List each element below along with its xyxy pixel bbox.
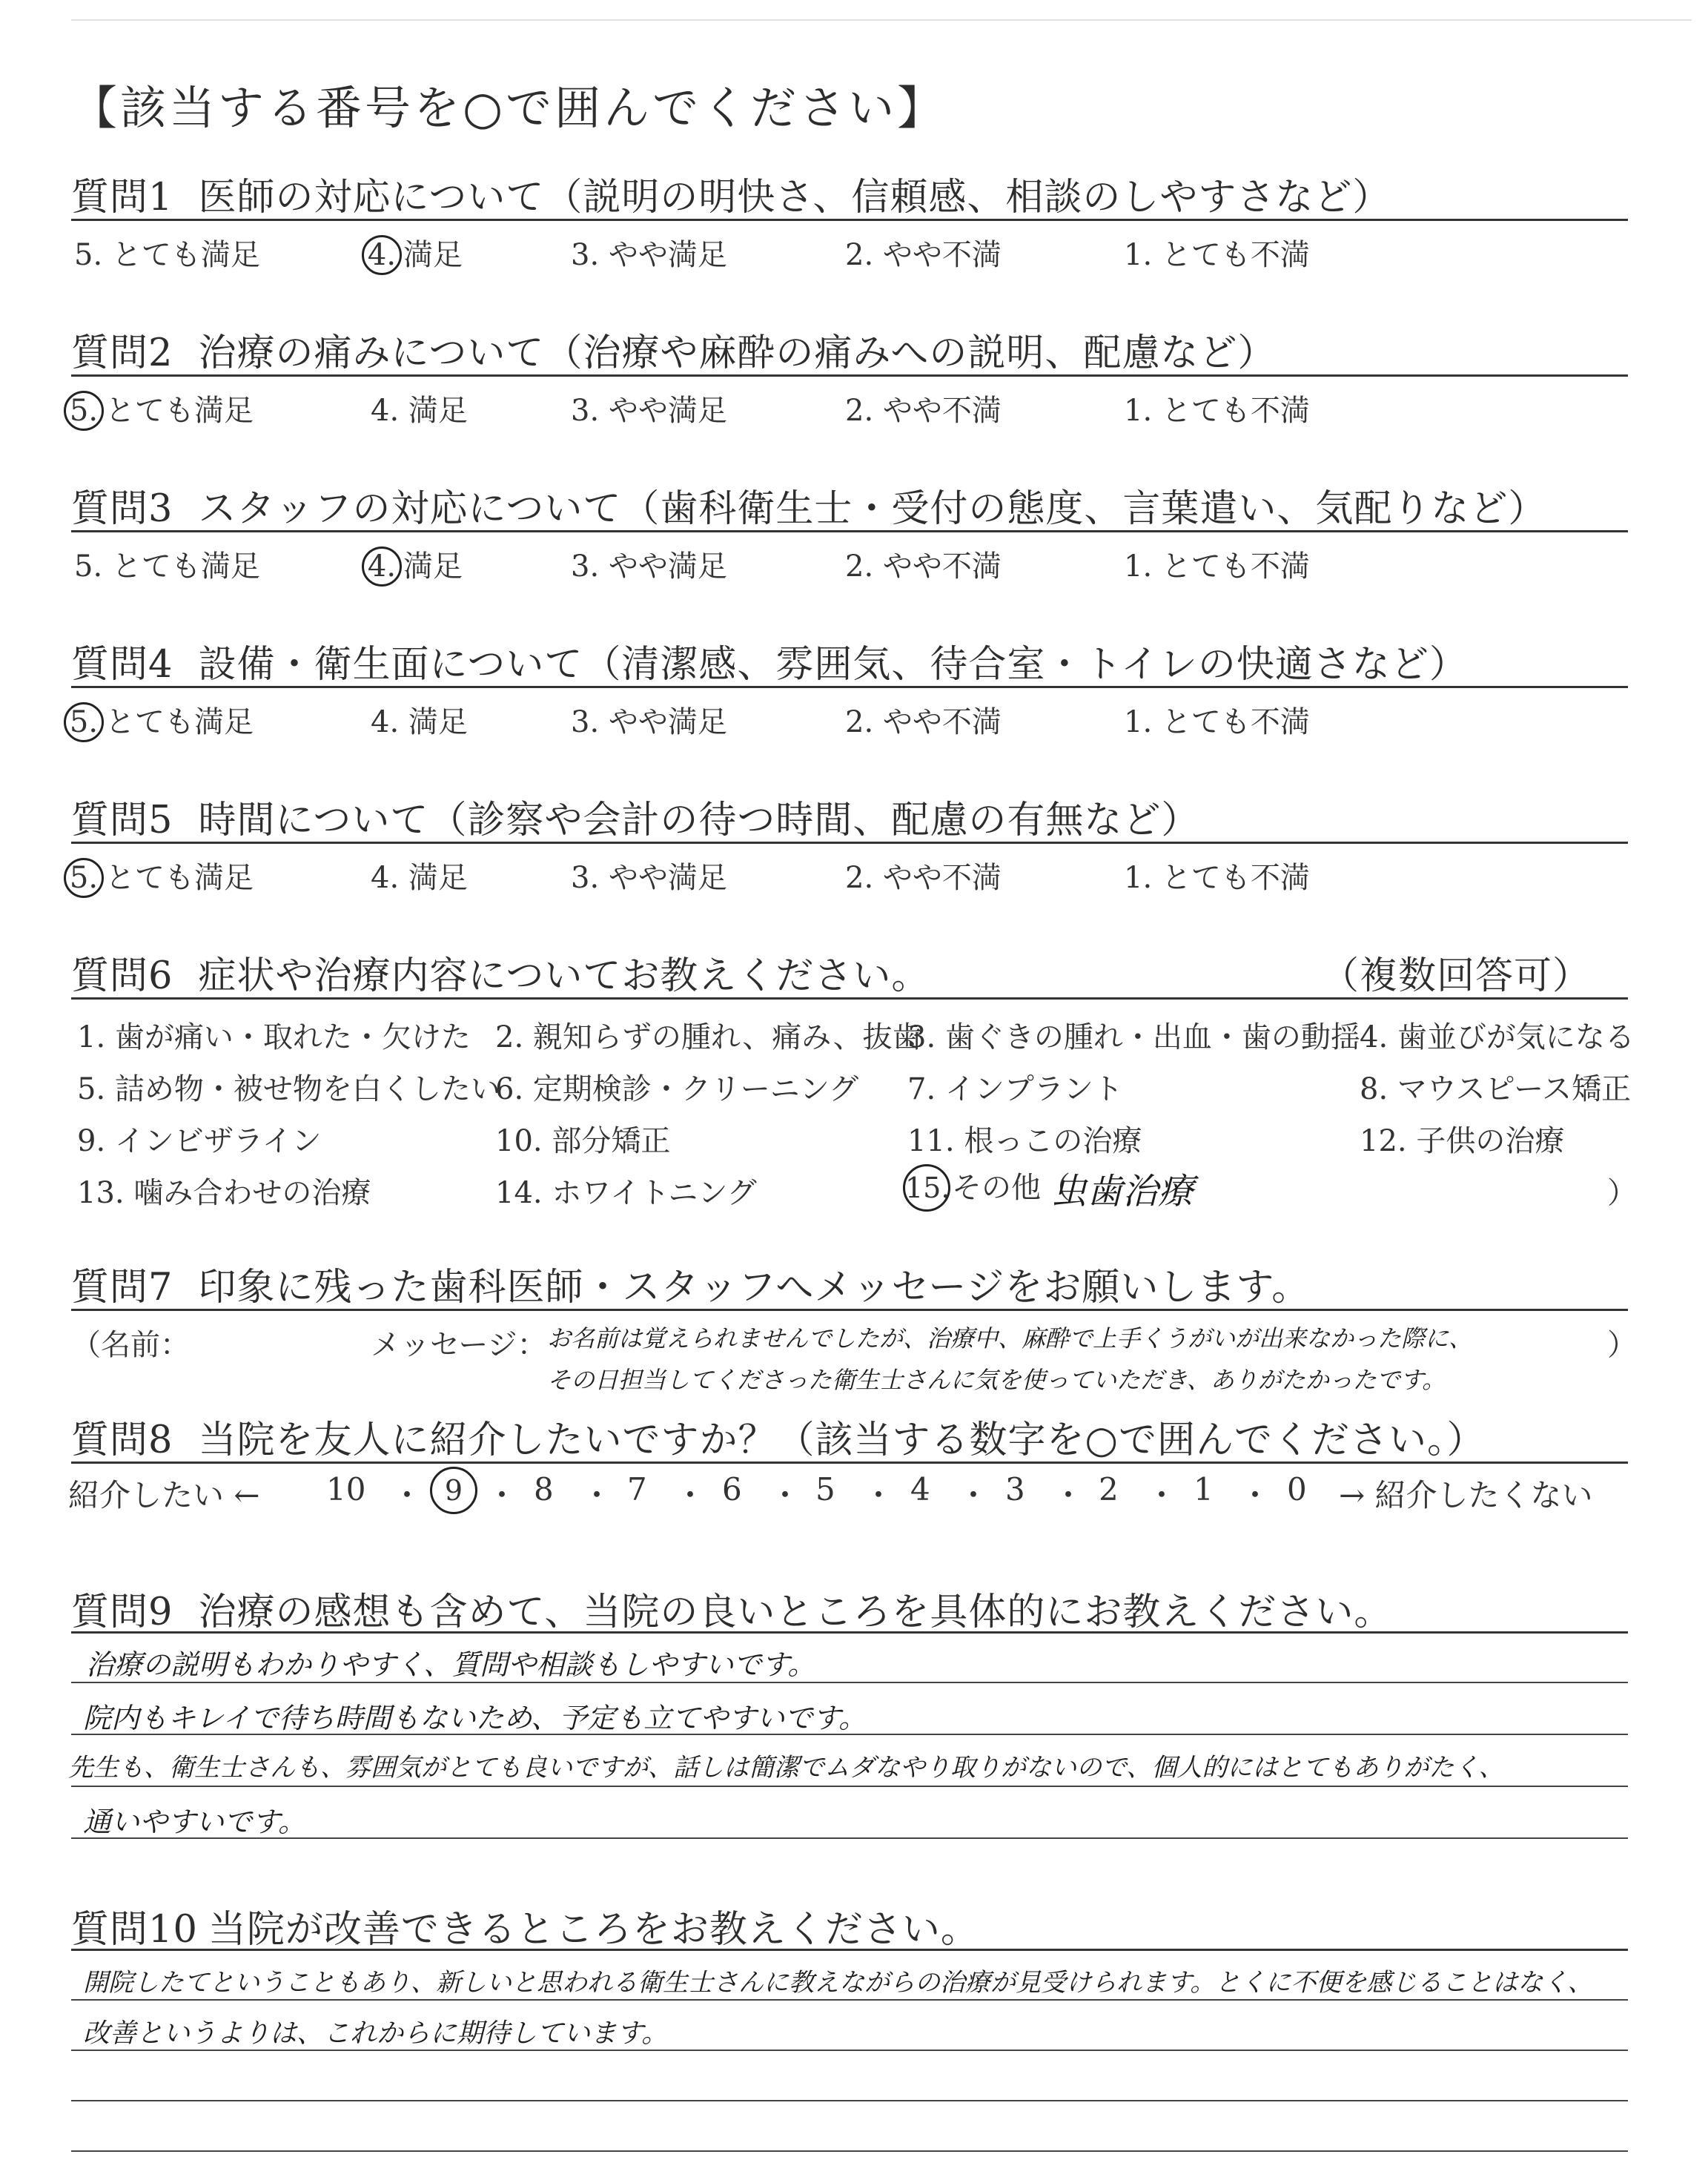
q1-option-4-selected[interactable]: 4. 満足: [362, 231, 463, 275]
recommend-right-label: → 紹介したくない: [1339, 1477, 1593, 1513]
scale-dot: ・: [581, 1477, 613, 1513]
top-border: [71, 19, 1692, 21]
answer-line: [71, 2050, 1628, 2051]
scale-4[interactable]: 4: [910, 1471, 930, 1507]
q5-option-5-selected[interactable]: 5. とても満足: [64, 854, 254, 898]
q6-option-6[interactable]: 6. 定期検診・クリーニング: [495, 1072, 859, 1106]
scale-dot: ・: [486, 1477, 518, 1513]
question-10-title: 質問10 当院が改善できるところをお教えください。: [71, 1908, 979, 1952]
selection-circle: 5.: [64, 391, 104, 431]
q2-option-2[interactable]: 2. やや不満: [845, 394, 1002, 428]
selection-circle: 15.: [903, 1164, 950, 1212]
answer-line: [71, 1837, 1628, 1839]
scale-7[interactable]: 7: [627, 1471, 647, 1507]
scale-8[interactable]: 8: [534, 1471, 554, 1507]
q6-option-4[interactable]: 4. 歯並びが気になる: [1360, 1020, 1635, 1054]
q9-handwritten-line-1: 治療の説明もわかりやすく、質問や相談もしやすいです。: [86, 1648, 816, 1681]
scale-10[interactable]: 10: [326, 1471, 366, 1507]
scale-dot: ・: [675, 1477, 706, 1513]
q6-option-13[interactable]: 13. 噛み合わせの治療: [77, 1176, 371, 1210]
q6-option-2[interactable]: 2. 親知らずの腫れ、痛み、抜歯: [495, 1020, 922, 1054]
q4-option-4[interactable]: 4. 満足: [371, 705, 468, 739]
q5-option-4[interactable]: 4. 満足: [371, 861, 468, 895]
q1-option-5[interactable]: 5. とても満足: [74, 238, 260, 272]
q5-option-2[interactable]: 2. やや不満: [845, 861, 1002, 895]
selection-circle: 4.: [362, 235, 402, 275]
question-5-rule: [71, 842, 1628, 844]
q1-option-3[interactable]: 3. やや満足: [571, 238, 727, 272]
message-label: メッセージ：: [371, 1328, 547, 1362]
question-3-title: 質問3 スタッフの対応について（歯科衛生士・受付の態度、言葉遣い、気配りなど）: [71, 487, 1547, 531]
scale-dot: ・: [391, 1477, 423, 1513]
q2-option-1[interactable]: 1. とても不満: [1124, 394, 1310, 428]
question-2-rule: [71, 374, 1628, 377]
question-7-rule: [71, 1309, 1628, 1311]
question-6-title: 質問6 症状や治療内容についてお教えください。 （複数回答可）: [71, 945, 1591, 1000]
q6-option-8[interactable]: 8. マウスピース矯正: [1360, 1072, 1632, 1106]
scale-9-selected[interactable]: [430, 1467, 479, 1514]
q6-option-10[interactable]: 10. 部分矯正: [495, 1124, 671, 1158]
q4-option-2[interactable]: 2. やや不満: [845, 705, 1002, 739]
question-1-title: 質問1 医師の対応について（説明の明快さ、信頼感、相談のしやすさなど）: [71, 176, 1391, 219]
q5-option-1[interactable]: 1. とても不満: [1124, 861, 1310, 895]
question-4-title: 質問4 設備・衛生面について（清潔感、雰囲気、待合室・トイレの快適さなど）: [71, 643, 1468, 687]
selection-circle: 5.: [64, 702, 104, 742]
q4-option-1[interactable]: 1. とても不満: [1124, 705, 1310, 739]
answer-line: [71, 1999, 1628, 2001]
q3-option-5[interactable]: 5. とても満足: [74, 549, 260, 584]
q6-other-close-paren: ）: [1607, 1176, 1637, 1210]
question-8-rule: [71, 1462, 1628, 1464]
message-handwritten-line-1: お名前は覚えられませんでしたが、治療中、麻酔で上手くうがいが出来なかった際に、: [547, 1324, 1473, 1353]
scale-dot: ・: [863, 1477, 895, 1513]
selection-circle: 4.: [362, 546, 402, 587]
q9-handwritten-line-2: 院内もキレイで待ち時間もないため、予定も立てやすいです。: [83, 1702, 867, 1734]
question-6-rule: [71, 997, 1628, 1000]
q6-option-7[interactable]: 7. インプラント: [907, 1072, 1123, 1106]
question-9-rule: [71, 1631, 1628, 1634]
question-9-title: 質問9 治療の感想も含めて、当院の良いところを具体的にお教えください。: [71, 1591, 1393, 1634]
answer-line: [71, 2150, 1628, 2152]
message-handwritten-line-2: その日担当してくださった衛生士さんに気を使っていただき、ありがたかったです。: [547, 1366, 1446, 1394]
scale-1[interactable]: 1: [1194, 1471, 1214, 1507]
question-5-title: 質問5 時間について（診察や会計の待つ時間、配慮の有無など）: [71, 799, 1200, 842]
q2-option-3[interactable]: 3. やや満足: [571, 394, 727, 428]
multiple-answer-note: （複数回答可）: [1320, 954, 1591, 998]
q3-option-4-selected[interactable]: 4. 満足: [362, 543, 463, 587]
recommend-left-label: 紹介したい ←: [68, 1477, 260, 1513]
q6-option-11[interactable]: 11. 根っこの治療: [907, 1124, 1142, 1158]
answer-line: [71, 2100, 1628, 2101]
q2-option-5-selected[interactable]: 5. とても満足: [64, 387, 254, 431]
q6-option-14[interactable]: 14. ホワイトニング: [495, 1176, 757, 1210]
scale-dot: ・: [769, 1477, 801, 1513]
question-3-rule: [71, 530, 1628, 532]
answer-line: [71, 1786, 1628, 1787]
page-heading: 【該当する番号を○で囲んでください】: [71, 81, 947, 135]
selection-circle: 9: [430, 1467, 477, 1514]
q10-handwritten-line-2: 改善というよりは、これからに期待しています。: [83, 2018, 669, 2049]
question-1-rule: [71, 219, 1628, 221]
q9-handwritten-line-4: 通いやすいです。: [83, 1806, 306, 1838]
scale-3[interactable]: 3: [1005, 1471, 1025, 1507]
q4-option-3[interactable]: 3. やや満足: [571, 705, 727, 739]
question-4-rule: [71, 686, 1628, 688]
q6-other-handwritten-answer[interactable]: 虫歯治療: [1051, 1171, 1194, 1212]
q6-option-5[interactable]: 5. 詰め物・被せ物を白くしたい: [77, 1072, 500, 1106]
q6-option-15-selected[interactable]: 15.その他（: [903, 1164, 1070, 1212]
selection-circle: 5.: [64, 858, 104, 898]
question-10-rule: [71, 1949, 1628, 1951]
name-label: （名前：: [71, 1328, 190, 1362]
question-8-title: 質問8 当院を友人に紹介したいですか？（該当する数字を○で囲んでください。）: [71, 1418, 1486, 1462]
scale-2[interactable]: 2: [1099, 1471, 1119, 1507]
q6-option-12[interactable]: 12. 子供の治療: [1360, 1124, 1565, 1158]
q6-option-1[interactable]: 1. 歯が痛い・取れた・欠けた: [77, 1020, 471, 1054]
q6-option-9[interactable]: 9. インビザライン: [77, 1124, 322, 1158]
scale-6[interactable]: 6: [722, 1471, 742, 1507]
question-7-title: 質問7 印象に残った歯科医師・スタッフへメッセージをお願いします。: [71, 1266, 1311, 1309]
q3-option-1[interactable]: 1. とても不満: [1124, 549, 1310, 584]
q3-option-2[interactable]: 2. やや不満: [845, 549, 1002, 584]
question-2-title: 質問2 治療の痛みについて（治療や麻酔の痛みへの説明、配慮など）: [71, 331, 1277, 375]
scale-dot: ・: [1146, 1477, 1178, 1513]
q2-option-4[interactable]: 4. 満足: [371, 394, 468, 428]
q10-handwritten-line-1: 開院したてということもあり、新しいと思われる衛生士さんに教えながらの治療が見受けられます。とくに不便を感じることはなく、: [83, 1968, 1593, 1998]
answer-line: [71, 1734, 1628, 1735]
q3-option-3[interactable]: 3. やや満足: [571, 549, 727, 584]
message-close-paren: ）: [1607, 1328, 1637, 1362]
q1-option-2[interactable]: 2. やや不満: [845, 238, 1002, 272]
scale-dot: ・: [1239, 1477, 1271, 1513]
scale-0[interactable]: 0: [1287, 1471, 1307, 1507]
q6-option-3[interactable]: 3. 歯ぐきの腫れ・出血・歯の動揺: [907, 1020, 1360, 1054]
q4-option-5-selected[interactable]: 5. とても満足: [64, 698, 254, 742]
scale-dot: ・: [958, 1477, 990, 1513]
q1-option-1[interactable]: 1. とても不満: [1124, 238, 1310, 272]
q9-handwritten-line-3: 先生も、衛生士さんも、雰囲気がとても良いですが、話しは簡潔でムダなやり取りがないので、個人的にはとてもありがたく、: [68, 1753, 1504, 1783]
answer-line: [71, 1682, 1628, 1683]
scale-5[interactable]: 5: [815, 1471, 835, 1507]
q5-option-3[interactable]: 3. やや満足: [571, 861, 727, 895]
scale-dot: ・: [1053, 1477, 1085, 1513]
